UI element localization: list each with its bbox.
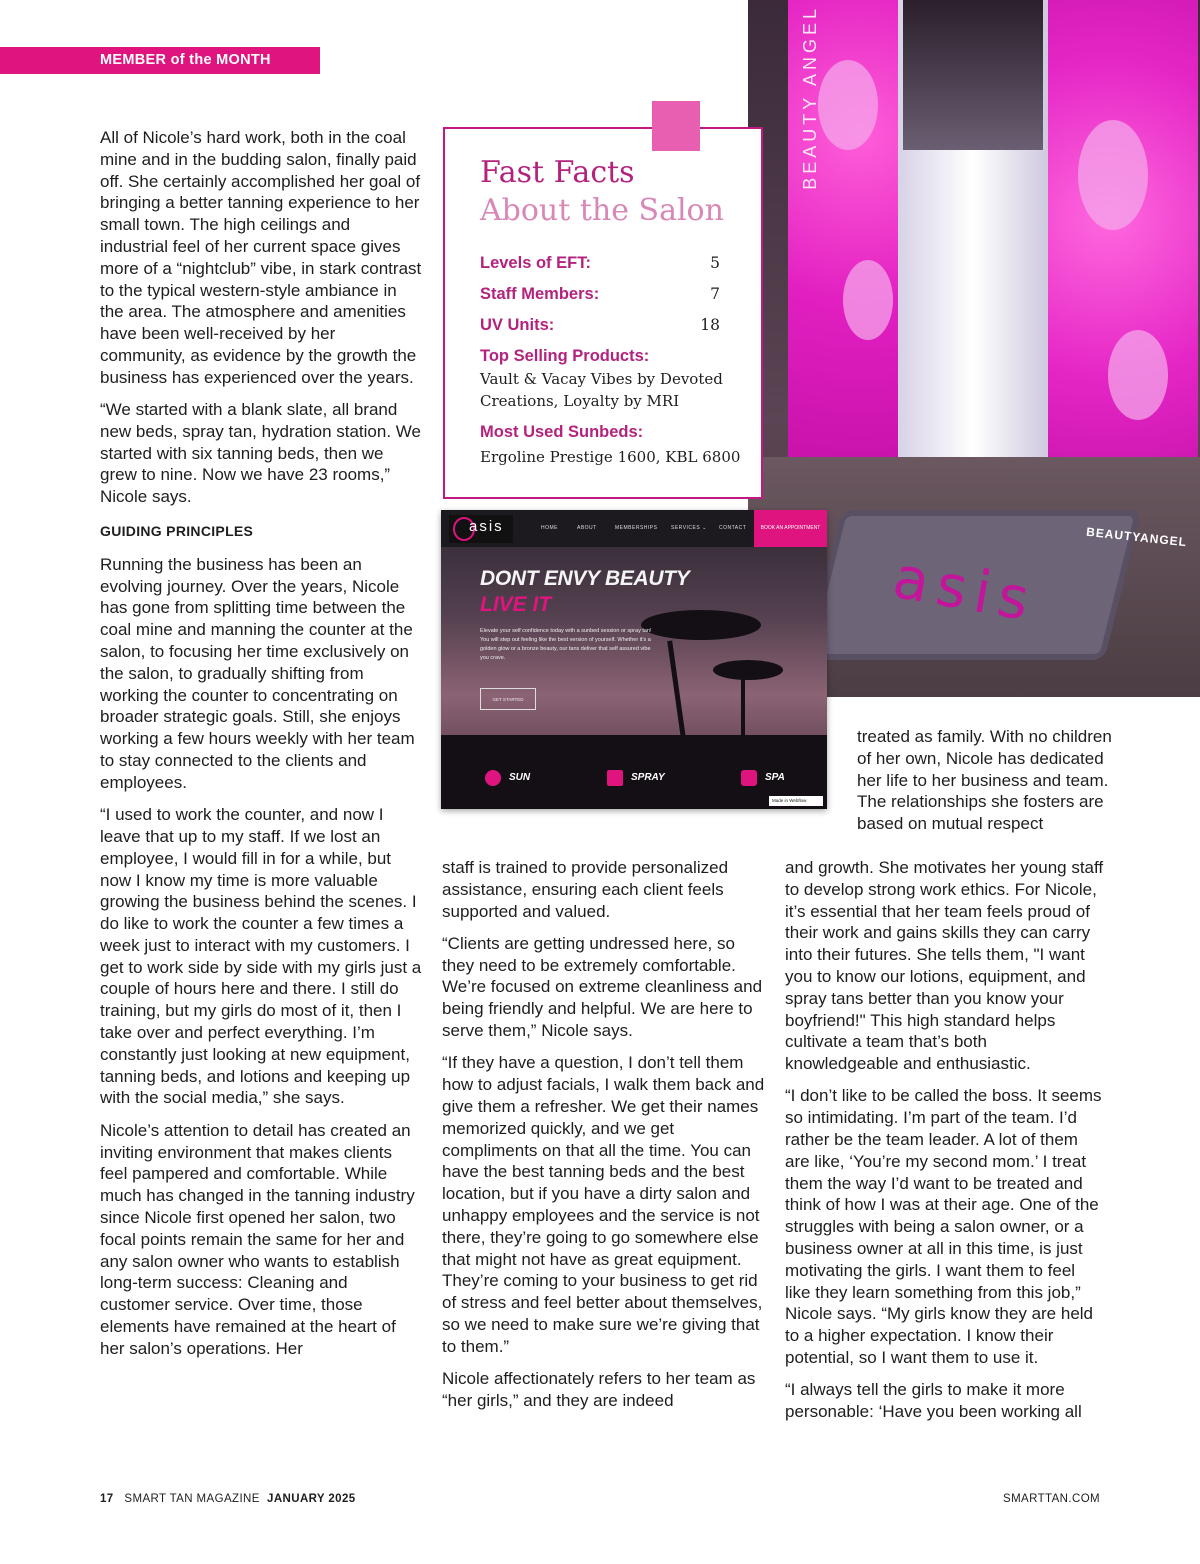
site-logo-text: asis	[469, 518, 504, 535]
sun-icon	[485, 770, 501, 786]
issue-date: JANUARY 2025	[267, 1493, 356, 1505]
fact-staff	[480, 285, 720, 304]
paragraph: All of Nicole’s hard work, both in the coal mine and in the budding salon, finally paid off. She certainly accomplished her goal of bringing a better tanning experience to her small town. The high ceilings and industrial feel of her current space gives more of a “nightclub” vibe, in stark contrast to the typical western-style ambiance in the area. The atmosphere and amenities have been well-received by her community, as evidence by the growth the business has experienced over the years.	[100, 128, 422, 387]
bathtub-icon	[741, 770, 757, 786]
article-column-2	[442, 857, 767, 1422]
decor-blob	[818, 60, 878, 150]
paragraph: “I don’t like to be called the boss. It seems so intimidating. I’m part of the team. I’d rather be the team leader. A lot of them are like, ‘You’re my second mom.’ I treat them the way I’d want to be treated and think of how I was at their age. One of the struggles with being a salon owner, or a business owner at all in this time, is just motivating the girls. I want them to feel like they learn something from this job,” Nicole says. “My girls know they are held to a higher expectation. I know their potential, so I want them to use it.	[785, 1086, 1102, 1368]
section-tag: MEMBER of the MONTH	[0, 47, 320, 74]
paragraph: “We started with a blank slate, all brand new beds, spray tan, hydration station. We started with six tanning beds, then we grew to nine. Now we have 23 rooms,” Nicole says.	[100, 400, 421, 507]
site-nav-about: ABOUT	[577, 525, 597, 531]
fast-facts-accent	[652, 101, 700, 151]
subheading: GUIDING PRINCIPLES	[100, 523, 254, 540]
fact-sunbeds-value: Ergoline Prestige 1600, KBL 6800	[480, 448, 741, 466]
paragraph: and growth. She motivates her young staff to develop strong work ethics. For Nicole, it’s essential that her team feels proud of their work and gains skills they can carry into their futures. She tells them, "I want you to know our lotions, equipment, and spray tans better than you know your boyfriend!" This high standard helps cultivate a team that’s both knowledgeable and enthusiastic.	[785, 858, 1104, 1074]
webflow-badge: Made in Webflow	[769, 796, 823, 806]
fact-products-label: Top Selling Products:	[480, 347, 650, 365]
fact-value: 18	[700, 316, 720, 334]
paragraph: Nicole affectionately refers to her team as “her girls,” and they are indeed	[442, 1369, 756, 1410]
fast-facts-subtitle: About the Salon	[480, 193, 724, 228]
site-nav-home: HOME	[541, 525, 558, 531]
paragraph: Running the business has been an evolving journey. Over the years, Nicole has gone from splitting time between the coal mine and manning the counter at the salon, to focusing her time exclusively on the salon, to gradually shifting from working the counter to concentrating on broader strategic goals. Still, she enjoys working a few hours weekly with her team to stay connected to the clients and employees.	[100, 554, 415, 792]
footer-left	[100, 1493, 356, 1505]
paragraph: “I always tell the girls to make it more personable: ‘Have you been working all	[785, 1380, 1082, 1422]
magazine-name: SMART TAN MAGAZINE	[124, 1493, 260, 1505]
feature-sun: SUN	[509, 772, 531, 783]
fact-value: 5	[710, 254, 720, 272]
site-body-text: Elevate your self confidence today with a sunbed session or spray tan! You will step out feeling like the best version of yourself. Whether it's a golden glow or a bronze beauty, our tans deliver that self assured vibe you crave.	[480, 628, 652, 661]
article-column-1	[100, 127, 422, 1370]
site-get-started-button: GET STARTED	[480, 688, 536, 710]
fact-label: UV Units:	[480, 316, 555, 334]
site-headline-accent: LIVE IT	[480, 593, 552, 616]
fact-value: 7	[710, 285, 720, 303]
fact-sunbeds-label: Most Used Sunbeds:	[480, 423, 644, 441]
paragraph: staff is trained to provide personalized assistance, ensuring each client feels supported and valued.	[442, 858, 729, 921]
site-headline: DONT ENVY BEAUTY	[480, 567, 690, 590]
article-column-3	[785, 857, 1105, 1433]
fact-products-value: Vault & Vacay Vibes by Devoted Creations, Loyalty by MRI	[480, 370, 723, 410]
paragraph: “Clients are getting undressed here, so they need to be extremely comfortable. We’re focused on extreme cleanliness and being friendly and helpful. We are here to serve them,” Nicole says.	[442, 933, 763, 1041]
site-nav-memberships: MEMBERSHIPS	[615, 525, 658, 531]
website-screenshot	[441, 510, 827, 809]
site-logo	[449, 515, 513, 543]
paragraph: Nicole’s attention to detail has created an inviting environment that makes clients feel pampered and comfortable. While much has changed in the tanning industry since Nicole first opened her salon, two focal points remain the same for her and any salon owner who wants to establish long-term success: Cleaning and customer service. Over time, those elements have remained at the heart of her salon’s operations. Her	[100, 1120, 415, 1358]
decor-blob	[1108, 330, 1168, 420]
site-cta-button: BOOK AN APPOINTMENT	[754, 510, 827, 547]
decor-blob	[843, 260, 893, 340]
decor-blob	[1078, 120, 1148, 230]
fact-label: Levels of EFT:	[480, 254, 591, 272]
page-number: 17	[100, 1493, 114, 1505]
fact-levels	[480, 254, 720, 273]
booth-brand-badge: BEAUTYANGEL	[1085, 524, 1188, 550]
paragraph: “If they have a question, I don’t tell them how to adjust facials, I walk them back and give them a refresher. We get their names memorized quickly, and we get compliments on that all the time. You can have the best tanning beds and the best location, but if you have a dirty salon and unhappy employees and the service is not there, they’re going to go somewhere else that might not have as great equipment. They’re coming to your business to get rid of stress and feel better about themselves, so we need to make sure we’re giving that to them.”	[442, 1053, 765, 1356]
spray-icon	[607, 770, 623, 786]
palm-fronds	[713, 660, 783, 680]
feature-spray: SPRAY	[631, 772, 665, 783]
site-nav-services: SERVICES ⌄	[671, 525, 707, 531]
mat-logo: asis	[888, 543, 1042, 635]
site-nav-contact: CONTACT	[719, 525, 747, 531]
paragraph: “I used to work the counter, and now I leave that up to my staff. If we lost an employee, I would fill in for a while, but now I know my time is more valuable growing the business behind the scenes. I do like to work the counter a few times a week just to interact with my customers. I get to work side by side with my girls just a couple of hours here and there. I still do training, but my girls do most of it, then I take over and perfect everything. I’m constantly just looking at new equipment, tanning beds, and lotions and keeping up with the social media,” she says.	[100, 805, 422, 1108]
feature-spa: SPA	[765, 772, 785, 783]
booth-brand-label: BEAUTY ANGEL	[800, 5, 820, 190]
paragraph: treated as family. With no children of her own, Nicole has dedicated her life to her business and team. The relationships she fosters are based on mutual respect	[857, 727, 1112, 834]
article-column-3-top	[857, 726, 1117, 845]
fact-uv-units	[480, 316, 720, 335]
fast-facts-title: Fast Facts	[480, 155, 635, 190]
footer-website[interactable]: SMARTTAN.COM	[1003, 1493, 1101, 1505]
booth-interior-top	[903, 0, 1043, 150]
fact-label: Staff Members:	[480, 285, 600, 303]
